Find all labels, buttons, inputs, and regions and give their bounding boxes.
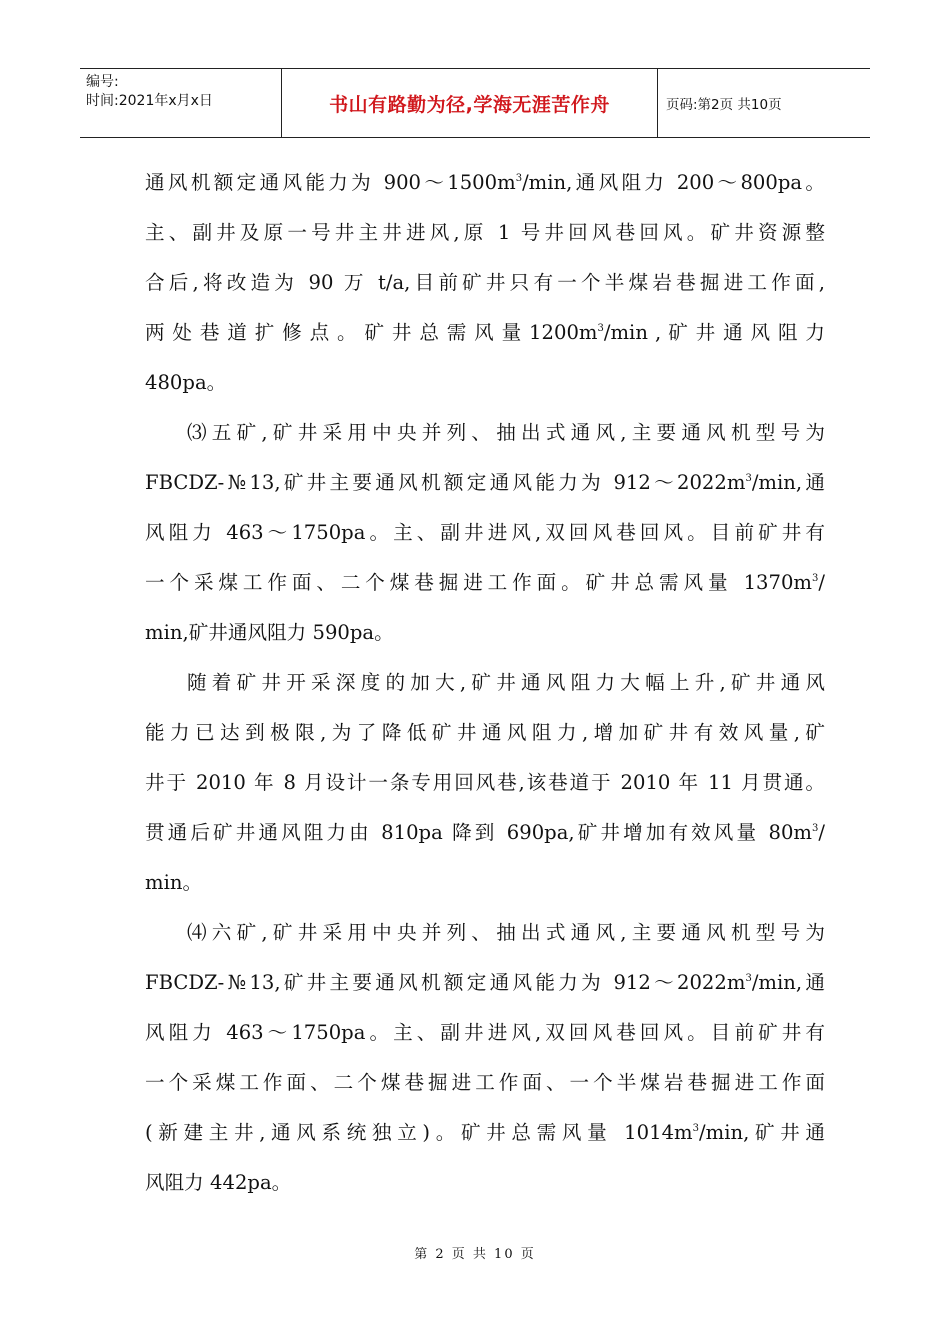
paragraph-wukuang-start: ⑶五矿,矿井采用中央并列、抽出式通风,主要通风机型号为 [187,421,825,444]
paragraph-liukuang-start: ⑷六矿,矿井采用中央并列、抽出式通风,主要通风机型号为 [187,921,825,944]
text-line: 480pa。 [145,371,227,394]
text-line: min,矿井通风阻力 590pa。 [145,621,394,644]
header-page-number: 页码:第2页 共10页 [666,97,782,113]
text-line: 风阻力 442pa。 [145,1171,292,1194]
text-line: min。 [145,871,203,894]
header-page-cell [658,69,870,137]
header-motto-cell [282,69,658,137]
header-motto: 书山有路勤为径,学海无涯苦作舟 [329,93,610,116]
header-info-cell [80,69,282,137]
paragraph-depth-start: 随着矿井开采深度的加大,矿井通风阻力大幅上升,矿井通风 [187,671,825,694]
document-time-label: 时间:2021年x月x日 [86,93,213,109]
text-line: 合后,将改造为 90 万 t/a,目前矿井只有一个半煤岩巷掘进工作面, [145,271,825,294]
body-text [145,158,825,1208]
text-line: 两 处 巷 道 扩 修 点 。 矿 井 总 需 风 量 $1200m^3/\min$ , 矿 井 通 风 阻 力 [145,321,825,344]
text-line: 风阻力 463～1750pa。主、副井进风,双回风巷回风。目前矿井有 [145,1021,825,1044]
text-line: 风阻力 463～1750pa。主、副井进风,双回风巷回风。目前矿井有 [145,521,825,544]
text-line: FBCDZ-№13,矿井主要通风机额定通风能力为 $912\sim 2022m^3/\min$,通 [145,971,825,994]
text-line: 井于 2010 年 8 月设计一条专用回风巷,该巷道于 2010 年 11 月贯通。 [145,771,825,794]
text-line: 通风机额定通风能力为 $900\sim 1500m^3/\min$,通风阻力 200～800pa。 [145,171,825,194]
page-footer: 第 2 页 共 10 页 [414,1247,536,1262]
text-line: 一个采煤工作面、二个煤巷掘进工作面。矿井总需风量 $1370m^3/$ [145,571,825,594]
text-line: 能力已达到极限,为了降低矿井通风阻力,增加矿井有效风量,矿 [145,721,825,744]
page-header [80,68,870,138]
text-line: 贯通后矿井通风阻力由 810pa 降到 690pa,矿井增加有效风量 $80m^3/$ [145,821,825,844]
document-number-label: 编号: [86,74,119,90]
text-line: (新建主井,通风系统独立)。矿井总需风量 $1014m^3/\min$,矿井通 [145,1121,825,1144]
text-line: 主、副井及原一号井主井进风,原 1 号井回风巷回风。矿井资源整 [145,221,825,244]
text-line: FBCDZ-№13,矿井主要通风机额定通风能力为 $912\sim 2022m^3/\min$,通 [145,471,825,494]
text-line: 一个采煤工作面、二个煤巷掘进工作面、一个半煤岩巷掘进工作面 [145,1071,825,1094]
